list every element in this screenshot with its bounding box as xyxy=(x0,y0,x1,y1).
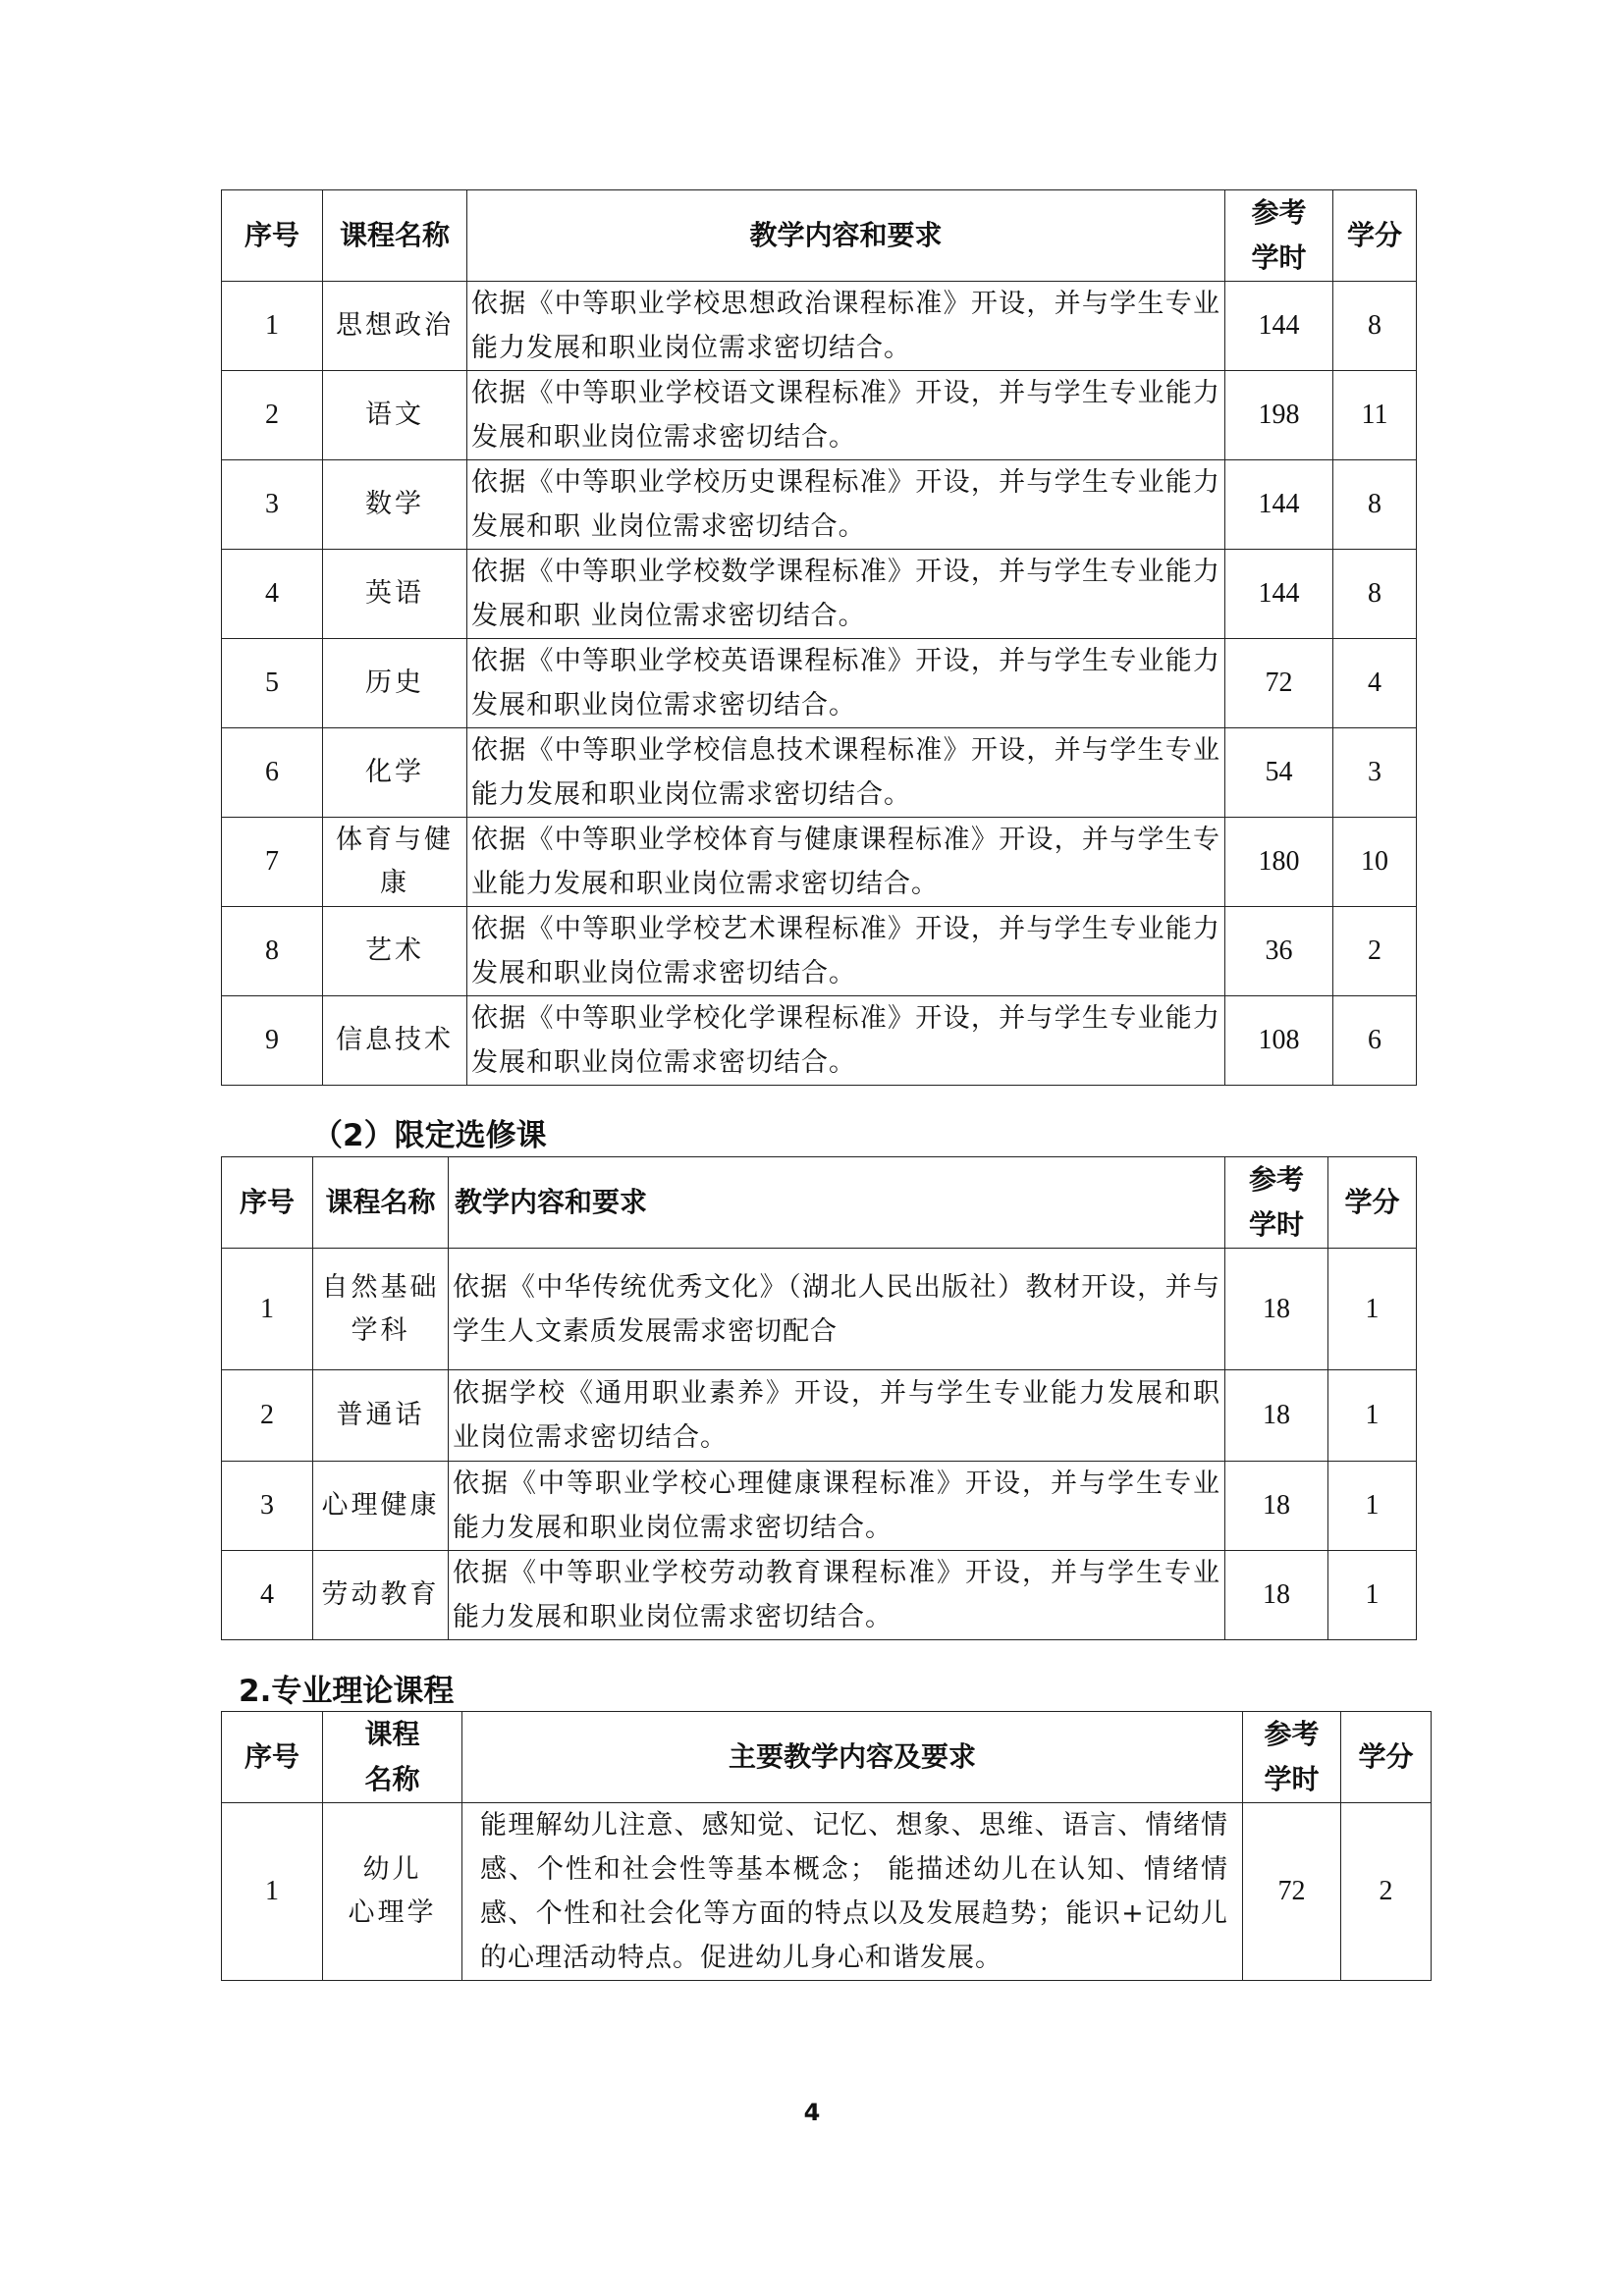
table-row xyxy=(222,907,1417,996)
cell-credits: 4 xyxy=(1333,639,1417,728)
cell-seq: 7 xyxy=(222,818,323,907)
cell-hours: 144 xyxy=(1225,282,1333,371)
table-row xyxy=(222,282,1417,371)
cell-hours: 108 xyxy=(1225,996,1333,1086)
header-course-name: 课程名称 xyxy=(323,190,467,282)
cell-hours: 144 xyxy=(1225,460,1333,550)
elective-courses-table xyxy=(221,1156,1417,1640)
cell-course-name: 化学 xyxy=(323,728,467,818)
cell-course-name: 心理健康 xyxy=(313,1462,449,1551)
cell-content: 依据《中等职业学校体育与健康课程标准》开设，并与学生专业能力发展和职业岗位需求密切结合。 xyxy=(467,818,1225,907)
cell-course-name: 普通话 xyxy=(313,1370,449,1462)
section-heading-theory: 2.专业理论课程 xyxy=(239,1674,455,1709)
cell-credits: 2 xyxy=(1341,1803,1432,1981)
cell-credits: 1 xyxy=(1328,1370,1417,1462)
cell-seq: 1 xyxy=(222,1249,313,1370)
cell-seq: 4 xyxy=(222,1551,313,1640)
cell-hours: 72 xyxy=(1243,1803,1341,1981)
cell-seq: 8 xyxy=(222,907,323,996)
cell-content: 依据《中等职业学校信息技术课程标准》开设，并与学生专业能力发展和职业岗位需求密切结合。 xyxy=(467,728,1225,818)
cell-content: 依据《中等职业学校数学课程标准》开设，并与学生专业能力发展和职 业岗位需求密切结合。 xyxy=(467,550,1225,639)
cell-course-name: 语文 xyxy=(323,371,467,460)
cell-credits: 8 xyxy=(1333,550,1417,639)
theory-courses-table xyxy=(221,1711,1432,1981)
cell-hours: 18 xyxy=(1225,1249,1328,1370)
header-hours: 参考 学时 xyxy=(1225,1157,1328,1249)
table-header-row xyxy=(222,190,1417,282)
cell-course-name: 思想政治 xyxy=(323,282,467,371)
cell-hours: 198 xyxy=(1225,371,1333,460)
cell-content: 依据《中等职业学校历史课程标准》开设，并与学生专业能力发展和职 业岗位需求密切结合。 xyxy=(467,460,1225,550)
cell-seq: 1 xyxy=(222,282,323,371)
cell-seq: 1 xyxy=(222,1803,323,1981)
table-row xyxy=(222,728,1417,818)
cell-seq: 2 xyxy=(222,1370,313,1462)
cell-hours: 144 xyxy=(1225,550,1333,639)
cell-seq: 6 xyxy=(222,728,323,818)
cell-seq: 2 xyxy=(222,371,323,460)
cell-course-name: 艺术 xyxy=(323,907,467,996)
cell-seq: 3 xyxy=(222,460,323,550)
header-course-name: 课程 名称 xyxy=(323,1712,462,1803)
cell-content: 依据《中华传统优秀文化》（湖北人民出版社）教材开设，并与学生人文素质发展需求密切配合 xyxy=(449,1249,1225,1370)
table-header-row xyxy=(222,1712,1432,1803)
table-header-row xyxy=(222,1157,1417,1249)
cell-hours: 18 xyxy=(1225,1551,1328,1640)
cell-hours: 72 xyxy=(1225,639,1333,728)
header-seq: 序号 xyxy=(222,1712,323,1803)
cell-seq: 4 xyxy=(222,550,323,639)
cell-course-name: 信息技术 xyxy=(323,996,467,1086)
cell-hours: 18 xyxy=(1225,1370,1328,1462)
cell-hours: 180 xyxy=(1225,818,1333,907)
cell-hours: 54 xyxy=(1225,728,1333,818)
cell-content: 依据《中等职业学校艺术课程标准》开设，并与学生专业能力发展和职业岗位需求密切结合。 xyxy=(467,907,1225,996)
cell-credits: 2 xyxy=(1333,907,1417,996)
cell-content: 依据《中等职业学校思想政治课程标准》开设，并与学生专业能力发展和职业岗位需求密切结合。 xyxy=(467,282,1225,371)
table-row xyxy=(222,1462,1417,1551)
table-row xyxy=(222,996,1417,1086)
cell-seq: 9 xyxy=(222,996,323,1086)
page-number: 4 xyxy=(803,2099,821,2126)
cell-credits: 1 xyxy=(1328,1462,1417,1551)
header-seq: 序号 xyxy=(222,190,323,282)
cell-credits: 3 xyxy=(1333,728,1417,818)
cell-content: 依据《中等职业学校语文课程标准》开设，并与学生专业能力发展和职业岗位需求密切结合。 xyxy=(467,371,1225,460)
cell-credits: 1 xyxy=(1328,1249,1417,1370)
section-heading-elective: （2）限定选修课 xyxy=(312,1118,547,1153)
table-row xyxy=(222,639,1417,728)
header-credits: 学分 xyxy=(1333,190,1417,282)
table-row xyxy=(222,1370,1417,1462)
table-row xyxy=(222,818,1417,907)
header-hours: 参考 学时 xyxy=(1243,1712,1341,1803)
cell-course-name: 体育与健康 xyxy=(323,818,467,907)
cell-hours: 18 xyxy=(1225,1462,1328,1551)
cell-credits: 10 xyxy=(1333,818,1417,907)
header-content: 主要教学内容及要求 xyxy=(462,1712,1243,1803)
header-credits: 学分 xyxy=(1341,1712,1432,1803)
cell-content: 依据《中等职业学校英语课程标准》开设，并与学生专业能力发展和职业岗位需求密切结合。 xyxy=(467,639,1225,728)
table-row xyxy=(222,1249,1417,1370)
cell-credits: 1 xyxy=(1328,1551,1417,1640)
table-row xyxy=(222,460,1417,550)
table-row xyxy=(222,1803,1432,1981)
cell-credits: 11 xyxy=(1333,371,1417,460)
cell-content: 能理解幼儿注意、感知觉、记忆、想象、思维、语言、情绪情感、个性和社会性等基本概念； 能描述幼儿在认知、情绪情感、个性和社会化等方面的特点以及发展趋势；能识+记幼儿的心理活动特点。促进幼儿身心和谐发展。 xyxy=(462,1803,1243,1981)
cell-seq: 5 xyxy=(222,639,323,728)
header-course-name: 课程名称 xyxy=(313,1157,449,1249)
table-row xyxy=(222,1551,1417,1640)
table-row xyxy=(222,550,1417,639)
cell-course-name: 英语 xyxy=(323,550,467,639)
header-credits: 学分 xyxy=(1328,1157,1417,1249)
table-row xyxy=(222,371,1417,460)
cell-course-name: 劳动教育 xyxy=(313,1551,449,1640)
cell-content: 依据学校《通用职业素养》开设，并与学生专业能力发展和职业岗位需求密切结合。 xyxy=(449,1370,1225,1462)
cell-hours: 36 xyxy=(1225,907,1333,996)
cell-credits: 6 xyxy=(1333,996,1417,1086)
header-content: 教学内容和要求 xyxy=(467,190,1225,282)
cell-course-name: 数学 xyxy=(323,460,467,550)
cell-course-name: 幼儿 心理学 xyxy=(323,1803,462,1981)
cell-content: 依据《中等职业学校劳动教育课程标准》开设，并与学生专业能力发展和职业岗位需求密切结合。 xyxy=(449,1551,1225,1640)
cell-credits: 8 xyxy=(1333,460,1417,550)
public-basic-courses-table xyxy=(221,189,1417,1086)
cell-content: 依据《中等职业学校心理健康课程标准》开设，并与学生专业能力发展和职业岗位需求密切结合。 xyxy=(449,1462,1225,1551)
cell-course-name: 自然基础学科 xyxy=(313,1249,449,1370)
cell-course-name: 历史 xyxy=(323,639,467,728)
header-content: 教学内容和要求 xyxy=(449,1157,1225,1249)
cell-credits: 8 xyxy=(1333,282,1417,371)
header-seq: 序号 xyxy=(222,1157,313,1249)
cell-content: 依据《中等职业学校化学课程标准》开设，并与学生专业能力发展和职业岗位需求密切结合。 xyxy=(467,996,1225,1086)
header-hours: 参考 学时 xyxy=(1225,190,1333,282)
cell-seq: 3 xyxy=(222,1462,313,1551)
